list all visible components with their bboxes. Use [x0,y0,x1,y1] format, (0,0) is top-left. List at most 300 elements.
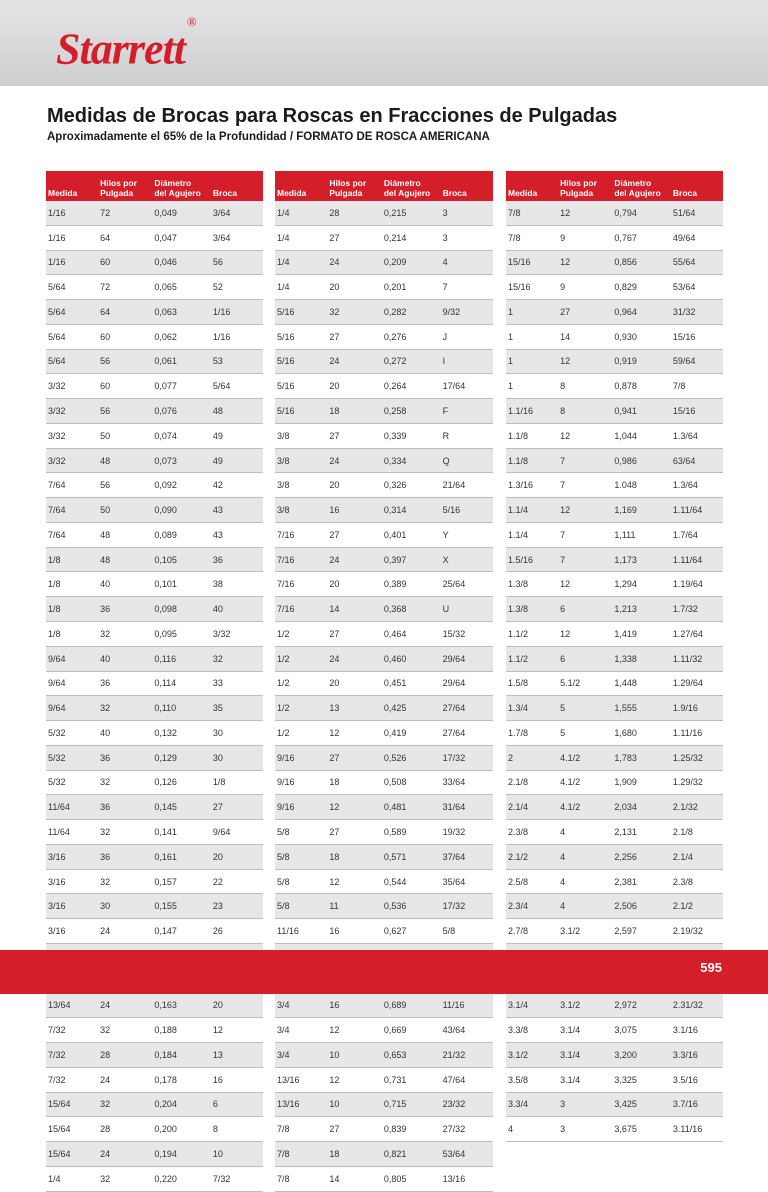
table-row [46,1067,263,1092]
table-row [46,423,263,448]
cell-hilos: 18 [327,399,382,424]
header-broca-text: Broca [212,188,237,198]
cell-medida: 4 [506,1117,558,1142]
cell-medida: 3.5/8 [506,1067,558,1092]
cell-medida: 1.1/16 [506,399,558,424]
cell-medida: 3/16 [46,894,98,919]
cell-hilos: 5 [558,721,612,746]
cell-medida: 5/16 [275,399,327,424]
cell-broca: 13/16 [441,1166,493,1191]
table-row [275,201,493,225]
cell-medida: 1/2 [275,622,327,647]
table-row [275,721,493,746]
cell-broca: Q [441,448,493,473]
cell-diametro: 0,368 [382,597,441,622]
table-header-row [275,171,493,201]
cell-medida: 1 [506,349,558,374]
cell-hilos: 27 [558,300,612,325]
cell-medida: 5/16 [275,349,327,374]
cell-broca: 1.29/32 [671,770,723,795]
cell-medida: 3/4 [275,993,327,1018]
header-broca-text: Broca [442,188,467,198]
cell-broca: 2.1/8 [671,820,723,845]
cell-diametro: 0,689 [382,993,441,1018]
header-medida-text: Medida [508,188,538,198]
cell-medida: 15/64 [46,1142,98,1167]
cell-broca: 3 [441,201,493,225]
cell-hilos: 7 [558,547,612,572]
cell-broca: 49 [211,448,263,473]
cell-broca: 9/32 [441,300,493,325]
table-row [275,498,493,523]
table-row [275,225,493,250]
table-row [46,250,263,275]
cell-medida: 1/4 [46,1166,98,1191]
table-row [506,820,723,845]
cell-diametro: 0,339 [382,423,441,448]
cell-medida: 5/16 [275,324,327,349]
cell-hilos: 5 [558,696,612,721]
cell-diametro: 0,794 [612,201,671,225]
cell-hilos: 60 [98,250,152,275]
cell-diametro: 0,419 [382,721,441,746]
cell-broca: J [441,324,493,349]
cell-broca: 1.11/32 [671,646,723,671]
table-row [46,473,263,498]
cell-medida: 2.1/4 [506,795,558,820]
cell-medida: 5/64 [46,324,98,349]
cell-broca: 1.19/64 [671,572,723,597]
table-row [506,993,723,1018]
cell-broca: 48 [211,399,263,424]
cell-diametro: 0,767 [612,225,671,250]
cell-medida: 9/64 [46,671,98,696]
cell-broca: X [441,547,493,572]
cell-medida: 7/8 [275,1117,327,1142]
header-hilos-por-pulgada [98,171,152,201]
cell-medida: 13/16 [275,1092,327,1117]
table-row [275,671,493,696]
cell-diametro: 0,065 [152,275,211,300]
table-row [506,597,723,622]
table-row [46,597,263,622]
table-header-row [46,171,263,201]
cell-diametro: 1.048 [612,473,671,498]
cell-medida: 1/8 [46,547,98,572]
cell-broca: 53/64 [441,1142,493,1167]
header-diametro-del-agujero [612,171,671,201]
cell-diametro: 0,204 [152,1092,211,1117]
cell-hilos: 27 [327,225,382,250]
table-row [275,522,493,547]
cell-medida: 5/32 [46,770,98,795]
cell-hilos: 36 [98,597,152,622]
header-hilos-por-pulgada-text: Hilos por [100,178,137,188]
table-row [506,275,723,300]
table-row [46,374,263,399]
cell-medida: 1.1/2 [506,622,558,647]
table-row [46,671,263,696]
cell-hilos: 72 [98,201,152,225]
cell-hilos: 32 [98,696,152,721]
cell-broca: 27/64 [441,721,493,746]
cell-broca: 63/64 [671,448,723,473]
cell-hilos: 4 [558,844,612,869]
header-hilos-por-pulgada [558,171,612,201]
cell-diametro: 0,073 [152,448,211,473]
cell-diametro: 0,544 [382,869,441,894]
cell-hilos: 27 [327,820,382,845]
cell-broca: 51/64 [671,201,723,225]
cell-medida: 1/16 [46,201,98,225]
cell-diametro: 0,220 [152,1166,211,1191]
cell-hilos: 12 [558,498,612,523]
cell-broca: 20 [211,993,263,1018]
table-row [46,795,263,820]
table-row [506,745,723,770]
table-row [46,324,263,349]
cell-diametro: 3,675 [612,1117,671,1142]
header-medida-text: Medida [277,188,307,198]
cell-diametro: 0,986 [612,448,671,473]
cell-medida: 7/16 [275,522,327,547]
cell-diametro: 0,627 [382,919,441,944]
table-row [275,770,493,795]
cell-medida: 5/8 [275,844,327,869]
cell-medida: 1.1/2 [506,646,558,671]
cell-diametro: 0,397 [382,547,441,572]
cell-medida: 3/4 [275,1043,327,1068]
cell-medida: 1 [506,324,558,349]
cell-hilos: 32 [98,1018,152,1043]
cell-broca: 16 [211,1067,263,1092]
cell-medida: 3/4 [275,1018,327,1043]
page-subtitle: Aproximadamente el 65% de la Profundidad / FORMATO DE ROSCA AMERICANA [47,131,490,143]
header-medida [46,171,98,201]
table-row [46,572,263,597]
cell-medida: 7/64 [46,498,98,523]
cell-diametro: 0,116 [152,646,211,671]
cell-broca: 30 [211,745,263,770]
cell-hilos: 12 [558,423,612,448]
cell-broca: 23/32 [441,1092,493,1117]
table-row [506,894,723,919]
cell-medida: 3/16 [46,919,98,944]
cell-hilos: 28 [327,201,382,225]
cell-diametro: 0,451 [382,671,441,696]
cell-diametro: 0,089 [152,522,211,547]
cell-broca: 1.27/64 [671,622,723,647]
cell-broca: 56 [211,250,263,275]
cell-diametro: 0,188 [152,1018,211,1043]
cell-broca: 25/64 [441,572,493,597]
cell-broca: 49 [211,423,263,448]
cell-broca: 36 [211,547,263,572]
cell-hilos: 24 [98,919,152,944]
cell-diametro: 1,044 [612,423,671,448]
cell-hilos: 20 [327,572,382,597]
cell-diametro: 0,856 [612,250,671,275]
cell-hilos: 12 [558,201,612,225]
table-row [275,1043,493,1068]
cell-hilos: 3.1/4 [558,1067,612,1092]
table-row [46,820,263,845]
cell-broca: 29/64 [441,646,493,671]
cell-hilos: 60 [98,374,152,399]
cell-medida: 13/16 [275,1067,327,1092]
cell-medida: 7/32 [46,1018,98,1043]
table-header-row [506,171,723,201]
cell-diametro: 0,047 [152,225,211,250]
cell-medida: 1.1/4 [506,522,558,547]
cell-hilos: 60 [98,324,152,349]
cell-hilos: 36 [98,671,152,696]
cell-medida: 11/64 [46,820,98,845]
header-hilos-por-pulgada-text: Hilos por [329,178,367,188]
cell-hilos: 48 [98,522,152,547]
cell-diametro: 0,919 [612,349,671,374]
cell-hilos: 24 [327,547,382,572]
registered-mark: ® [186,14,196,29]
table-row [275,1018,493,1043]
cell-medida: 11/16 [275,919,327,944]
cell-broca: 31/32 [671,300,723,325]
cell-broca: 29/64 [441,671,493,696]
cell-diametro: 0,161 [152,844,211,869]
table-row [275,1092,493,1117]
cell-diametro: 0,076 [152,399,211,424]
cell-hilos: 10 [327,1043,382,1068]
table-row [46,275,263,300]
table-row [506,473,723,498]
table-row [275,622,493,647]
cell-medida: 3/8 [275,473,327,498]
cell-hilos: 56 [98,473,152,498]
cell-broca: 20 [211,844,263,869]
cell-broca: 35/64 [441,869,493,894]
header-hilos-por-pulgada-text: Pulgada [100,188,134,198]
cell-medida: 1/4 [275,275,327,300]
cell-broca: 3/64 [211,225,263,250]
cell-hilos: 24 [327,646,382,671]
cell-broca: 21/64 [441,473,493,498]
table-row [46,622,263,647]
drill-table-3 [506,171,723,1142]
cell-diametro: 1,555 [612,696,671,721]
cell-diametro: 1,169 [612,498,671,523]
cell-diametro: 0,589 [382,820,441,845]
cell-broca: 40 [211,597,263,622]
drill-table-1 [46,171,263,1192]
cell-diametro: 0,401 [382,522,441,547]
table-row [46,894,263,919]
cell-hilos: 20 [327,275,382,300]
cell-medida: 5/64 [46,349,98,374]
table-row [506,844,723,869]
cell-broca: 9/64 [211,820,263,845]
table-row [46,919,263,944]
cell-hilos: 32 [98,770,152,795]
cell-medida: 2.5/8 [506,869,558,894]
cell-hilos: 40 [98,572,152,597]
cell-hilos: 4 [558,869,612,894]
cell-hilos: 50 [98,498,152,523]
cell-medida: 2.1/2 [506,844,558,869]
cell-hilos: 40 [98,646,152,671]
cell-diametro: 0,129 [152,745,211,770]
cell-broca: 3/64 [211,201,263,225]
table-row [506,622,723,647]
cell-hilos: 10 [327,1092,382,1117]
cell-diametro: 0,110 [152,696,211,721]
cell-medida: 3/32 [46,374,98,399]
cell-medida: 13/64 [46,993,98,1018]
cell-hilos: 16 [327,993,382,1018]
table-row [506,374,723,399]
cell-diametro: 1,448 [612,671,671,696]
cell-medida: 3/16 [46,869,98,894]
cell-broca: 37/64 [441,844,493,869]
table-row [275,820,493,845]
cell-diametro: 0,653 [382,1043,441,1068]
cell-medida: 1/4 [275,225,327,250]
cell-broca: 1/16 [211,300,263,325]
cell-diametro: 0,464 [382,622,441,647]
table-row [46,349,263,374]
cell-medida: 7/32 [46,1043,98,1068]
cell-broca: 1.29/64 [671,671,723,696]
table-row [275,547,493,572]
page-title: Medidas de Brocas para Roscas en Fracciones de Pulgadas [47,105,618,127]
cell-medida: 1.3/4 [506,696,558,721]
cell-diametro: 0,526 [382,745,441,770]
table-row [506,671,723,696]
cell-hilos: 4.1/2 [558,745,612,770]
cell-broca: 1.11/64 [671,498,723,523]
cell-hilos: 12 [327,1067,382,1092]
cell-hilos: 32 [98,869,152,894]
cell-medida: 7/16 [275,597,327,622]
table-row [275,795,493,820]
cell-hilos: 3.1/4 [558,1018,612,1043]
cell-broca: 11/16 [441,993,493,1018]
cell-broca: 1/8 [211,770,263,795]
cell-diametro: 0,508 [382,770,441,795]
cell-diametro: 2,381 [612,869,671,894]
header-broca [441,171,493,201]
cell-medida: 3/32 [46,423,98,448]
table-row [275,423,493,448]
table-row [275,993,493,1018]
cell-diametro: 0,063 [152,300,211,325]
cell-broca: 17/64 [441,374,493,399]
cell-medida: 7/8 [506,201,558,225]
cell-broca: 1.7/64 [671,522,723,547]
cell-hilos: 64 [98,225,152,250]
table-row [46,770,263,795]
cell-hilos: 48 [98,547,152,572]
cell-broca: 43 [211,522,263,547]
cell-broca: 17/32 [441,894,493,919]
cell-diametro: 0,805 [382,1166,441,1191]
cell-hilos: 27 [327,622,382,647]
header-hilos-por-pulgada-text: Pulgada [329,188,363,198]
cell-diametro: 0,194 [152,1142,211,1167]
table-row [275,894,493,919]
cell-hilos: 48 [98,448,152,473]
cell-broca: 33 [211,671,263,696]
cell-hilos: 36 [98,844,152,869]
header-broca [211,171,263,201]
cell-medida: 5/8 [275,869,327,894]
cell-medida: 1.3/8 [506,572,558,597]
cell-broca: F [441,399,493,424]
cell-broca: 4 [441,250,493,275]
cell-medida: 7/16 [275,547,327,572]
table-row [506,572,723,597]
cell-diametro: 0,930 [612,324,671,349]
cell-broca: 3.1/16 [671,1018,723,1043]
cell-hilos: 36 [98,745,152,770]
cell-medida: 7/64 [46,473,98,498]
cell-hilos: 27 [327,324,382,349]
cell-hilos: 4 [558,894,612,919]
cell-medida: 1/2 [275,671,327,696]
cell-diametro: 0,132 [152,721,211,746]
cell-medida: 15/16 [506,250,558,275]
cell-hilos: 24 [98,993,152,1018]
cell-broca: 59/64 [671,349,723,374]
cell-broca: 38 [211,572,263,597]
cell-medida: 5/64 [46,300,98,325]
cell-diametro: 3,325 [612,1067,671,1092]
cell-broca: 33/64 [441,770,493,795]
cell-hilos: 12 [558,572,612,597]
table-row [506,646,723,671]
cell-diametro: 1,111 [612,522,671,547]
table-row [46,498,263,523]
cell-broca: 13 [211,1043,263,1068]
table-row [275,572,493,597]
table-row [46,1166,263,1191]
table-row [275,448,493,473]
cell-medida: 1.1/8 [506,448,558,473]
cell-medida: 1/8 [46,622,98,647]
table-row [46,201,263,225]
cell-medida: 1.3/8 [506,597,558,622]
footer-bar [0,950,768,994]
cell-diametro: 0,536 [382,894,441,919]
cell-broca: 42 [211,473,263,498]
header-diametro-del-agujero-text: del Agujero [154,188,201,198]
table-row [275,324,493,349]
header-broca-text: Broca [672,188,697,198]
table-row [275,473,493,498]
cell-broca: 53 [211,349,263,374]
cell-medida: 5/16 [275,300,327,325]
cell-diametro: 0,282 [382,300,441,325]
cell-broca: 5/16 [441,498,493,523]
cell-hilos: 30 [98,894,152,919]
table-row [275,597,493,622]
starrett-logo [56,14,196,74]
table-row [506,349,723,374]
cell-broca: 5/8 [441,919,493,944]
cell-medida: 3/8 [275,423,327,448]
cell-hilos: 24 [327,349,382,374]
cell-diametro: 0,157 [152,869,211,894]
table-row [506,225,723,250]
